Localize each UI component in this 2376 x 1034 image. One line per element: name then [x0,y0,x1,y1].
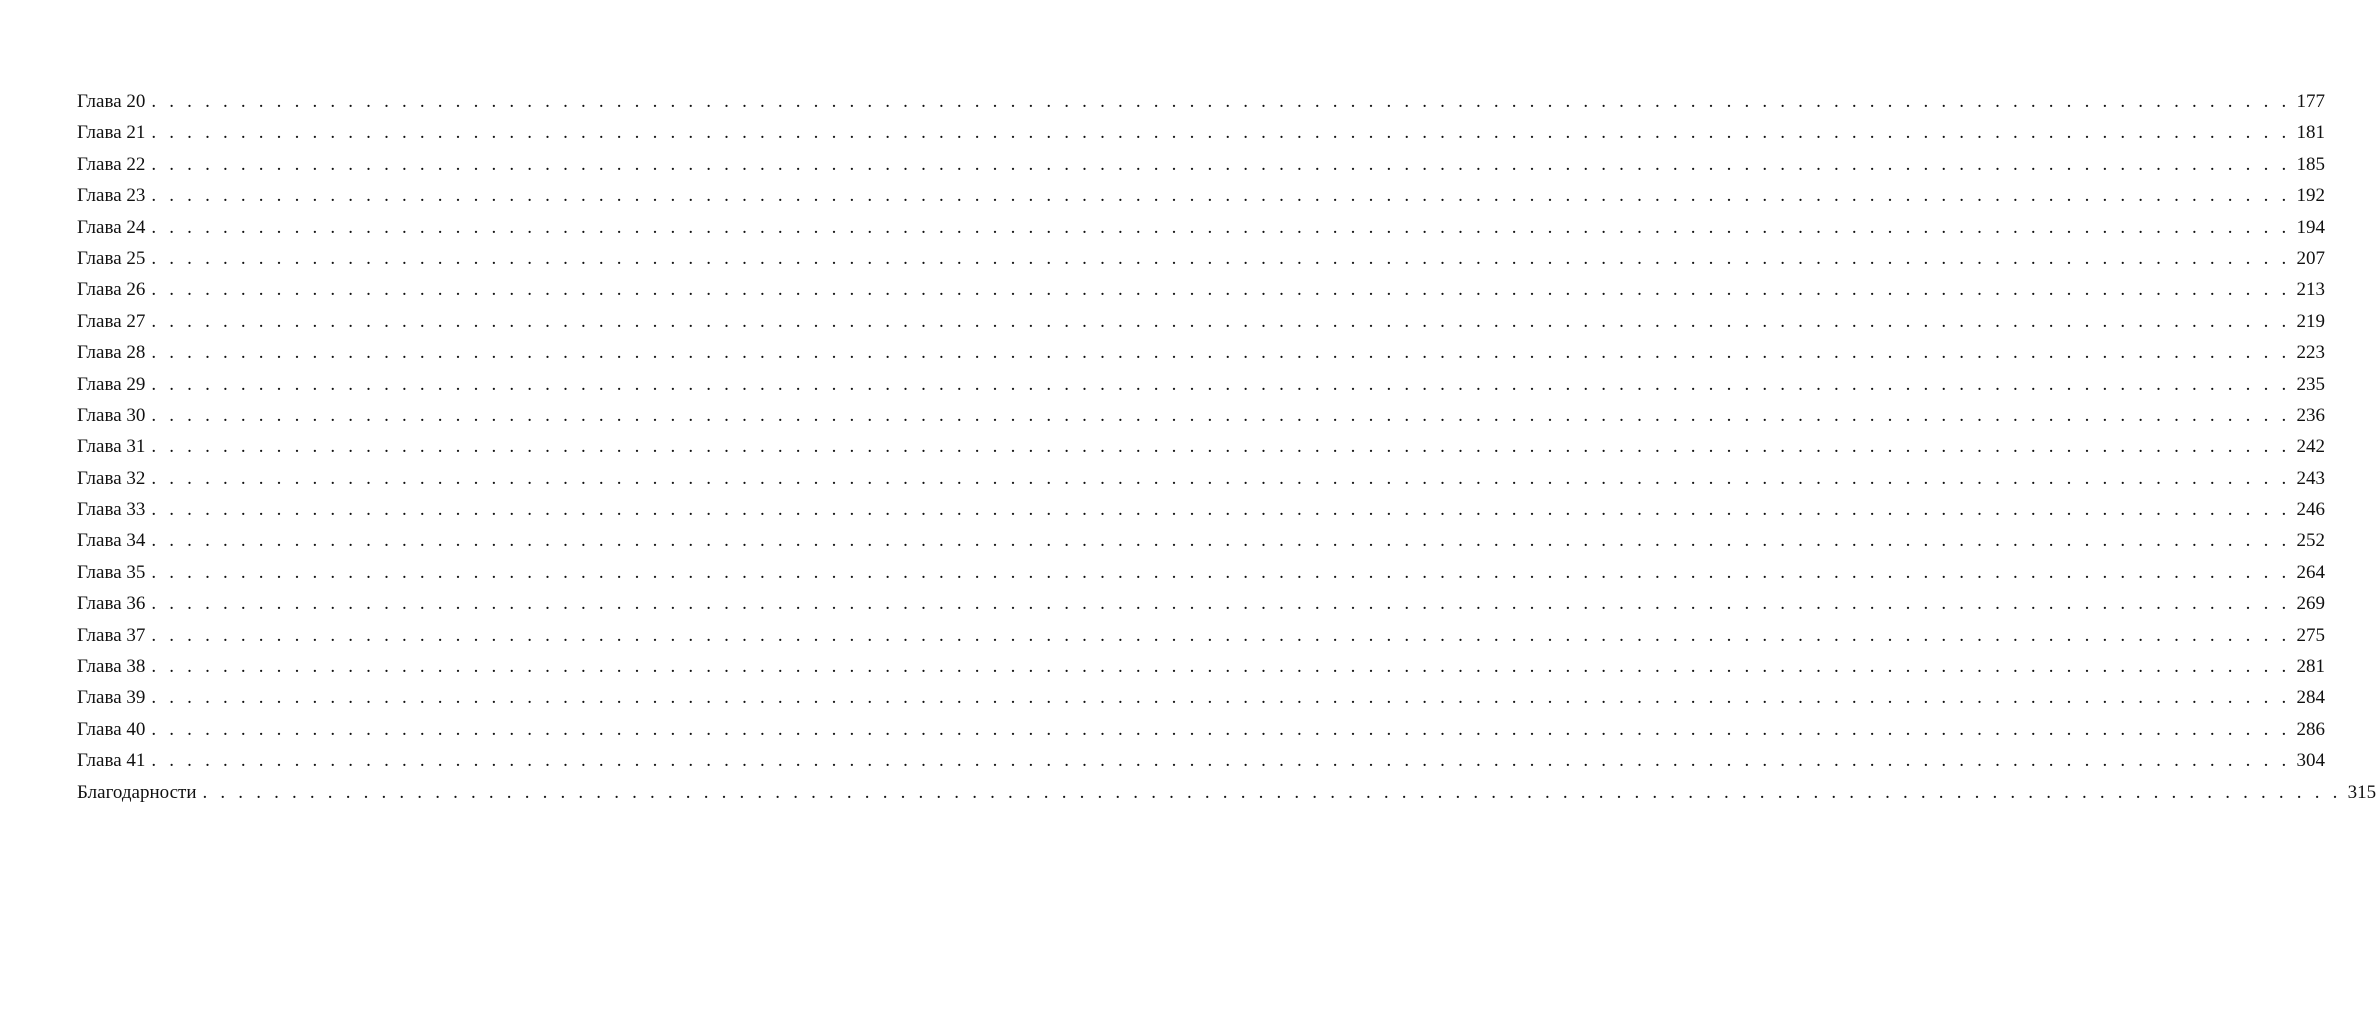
toc-entry [77,714,2325,745]
dot-leader: . . . . . . . . . . . . . . . . . . . . . . . . . . . . . . . . . . . . . . . . . . . . . . . . . . . . . . . . . . . . . . . . . . . . . . . . . . . . . . . . . . . . . . . . . . . . . . . . . . . . . . . . . . . . . . . . . . . . . . . . [151,122,2291,144]
toc-entry [77,180,2325,211]
dot-leader: . . . . . . . . . . . . . . . . . . . . . . . . . . . . . . . . . . . . . . . . . . . . . . . . . . . . . . . . . . . . . . . . . . . . . . . . . . . . . . . . . . . . . . . . . . . . . . . . . . . . . . . . . . . . . . . . . . . . . . . . [151,718,2291,740]
toc-entry-page-number: 246 [2296,499,2325,521]
dot-leader: . . . . . . . . . . . . . . . . . . . . . . . . . . . . . . . . . . . . . . . . . . . . . . . . . . . . . . . . . . . . . . . . . . . . . . . . . . . . . . . . . . . . . . . . . . . . . . . . . . . . . . . . . . . . . . . . . . . . . . . . [151,436,2291,458]
dot-leader: . . . . . . . . . . . . . . . . . . . . . . . . . . . . . . . . . . . . . . . . . . . . . . . . . . . . . . . . . . . . . . . . . . . . . . . . . . . . . . . . . . . . . . . . . . . . . . . . . . . . . . . . . . . . . . . . . . . . . . . . [151,310,2291,332]
toc-entry-page-number: 281 [2296,656,2325,678]
toc-entry-label: Глава 40 [77,718,146,740]
toc-entry-page-number: 252 [2296,530,2325,552]
toc-entry-page-number: 177 [2296,91,2325,112]
toc-entry-label: Глава 26 [77,279,146,301]
table-of-contents [77,86,2376,808]
toc-entry [77,588,2325,619]
dot-leader: . . . . . . . . . . . . . . . . . . . . . . . . . . . . . . . . . . . . . . . . . . . . . . . . . . . . . . . . . . . . . . . . . . . . . . . . . . . . . . . . . . . . . . . . . . . . . . . . . . . . . . . . . . . . . . . . . . . . . . . . [151,185,2291,207]
toc-entry-label: Глава 27 [77,310,146,332]
toc-entry-label: Глава 22 [77,153,146,175]
dot-leader: . . . . . . . . . . . . . . . . . . . . . . . . . . . . . . . . . . . . . . . . . . . . . . . . . . . . . . . . . . . . . . . . . . . . . . . . . . . . . . . . . . . . . . . . . . . . . . . . . . . . . . . . . . . . . . . . . . . . . . . . [151,91,2291,112]
toc-entry-page-number: 235 [2296,373,2325,395]
dot-leader: . . . . . . . . . . . . . . . . . . . . . . . . . . . . . . . . . . . . . . . . . . . . . . . . . . . . . . . . . . . . . . . . . . . . . . . . . . . . . . . . . . . . . . . . . . . . . . . . . . . . . . . . . . . . . . . . . . . . . . . . [202,781,2342,803]
toc-entry [77,431,2325,462]
dot-leader: . . . . . . . . . . . . . . . . . . . . . . . . . . . . . . . . . . . . . . . . . . . . . . . . . . . . . . . . . . . . . . . . . . . . . . . . . . . . . . . . . . . . . . . . . . . . . . . . . . . . . . . . . . . . . . . . . . . . . . . . [151,404,2291,426]
toc-entry-label: Глава 21 [77,122,146,144]
toc-entry [77,86,2325,117]
toc-entry-label: Глава 25 [77,247,146,269]
toc-entry-page-number: 219 [2296,310,2325,332]
toc-entry-page-number: 194 [2296,216,2325,238]
toc-entry [77,212,2325,243]
toc-entry-page-number: 286 [2296,718,2325,740]
toc-entry-label: Глава 29 [77,373,146,395]
toc-entry-page-number: 275 [2296,624,2325,646]
toc-entry-page-number: 304 [2296,750,2325,772]
toc-entry [77,682,2325,713]
toc-entry [77,306,2325,337]
dot-leader: . . . . . . . . . . . . . . . . . . . . . . . . . . . . . . . . . . . . . . . . . . . . . . . . . . . . . . . . . . . . . . . . . . . . . . . . . . . . . . . . . . . . . . . . . . . . . . . . . . . . . . . . . . . . . . . . . . . . . . . . [151,279,2291,301]
toc-entry-label: Глава 31 [77,436,146,458]
toc-entry-page-number: 264 [2296,561,2325,583]
dot-leader: . . . . . . . . . . . . . . . . . . . . . . . . . . . . . . . . . . . . . . . . . . . . . . . . . . . . . . . . . . . . . . . . . . . . . . . . . . . . . . . . . . . . . . . . . . . . . . . . . . . . . . . . . . . . . . . . . . . . . . . . [151,467,2291,489]
dot-leader: . . . . . . . . . . . . . . . . . . . . . . . . . . . . . . . . . . . . . . . . . . . . . . . . . . . . . . . . . . . . . . . . . . . . . . . . . . . . . . . . . . . . . . . . . . . . . . . . . . . . . . . . . . . . . . . . . . . . . . . . [151,561,2291,583]
toc-entry [77,463,2325,494]
toc-entry-page-number: 236 [2296,404,2325,426]
dot-leader: . . . . . . . . . . . . . . . . . . . . . . . . . . . . . . . . . . . . . . . . . . . . . . . . . . . . . . . . . . . . . . . . . . . . . . . . . . . . . . . . . . . . . . . . . . . . . . . . . . . . . . . . . . . . . . . . . . . . . . . . [151,656,2291,678]
toc-entry-label: Глава 33 [77,499,146,521]
toc-entry-label: Глава 37 [77,624,146,646]
toc-entry-page-number: 284 [2296,687,2325,709]
toc-entry-label: Глава 20 [77,91,146,112]
toc-entry [77,274,2325,305]
toc-entry [77,400,2325,431]
toc-entry-page-number: 181 [2296,122,2325,144]
toc-entry-page-number: 223 [2296,342,2325,364]
dot-leader: . . . . . . . . . . . . . . . . . . . . . . . . . . . . . . . . . . . . . . . . . . . . . . . . . . . . . . . . . . . . . . . . . . . . . . . . . . . . . . . . . . . . . . . . . . . . . . . . . . . . . . . . . . . . . . . . . . . . . . . . [151,624,2291,646]
dot-leader: . . . . . . . . . . . . . . . . . . . . . . . . . . . . . . . . . . . . . . . . . . . . . . . . . . . . . . . . . . . . . . . . . . . . . . . . . . . . . . . . . . . . . . . . . . . . . . . . . . . . . . . . . . . . . . . . . . . . . . . . [151,687,2291,709]
dot-leader: . . . . . . . . . . . . . . . . . . . . . . . . . . . . . . . . . . . . . . . . . . . . . . . . . . . . . . . . . . . . . . . . . . . . . . . . . . . . . . . . . . . . . . . . . . . . . . . . . . . . . . . . . . . . . . . . . . . . . . . . [151,342,2291,364]
toc-entry-page-number: 242 [2296,436,2325,458]
toc-entry [77,745,2325,776]
toc-entry [77,337,2325,368]
toc-entry-label: Глава 39 [77,687,146,709]
toc-entry-label: Благодарности [77,781,197,803]
dot-leader: . . . . . . . . . . . . . . . . . . . . . . . . . . . . . . . . . . . . . . . . . . . . . . . . . . . . . . . . . . . . . . . . . . . . . . . . . . . . . . . . . . . . . . . . . . . . . . . . . . . . . . . . . . . . . . . . . . . . . . . . [151,216,2291,238]
toc-entry [77,243,2325,274]
toc-entry-page-number: 269 [2296,593,2325,615]
dot-leader: . . . . . . . . . . . . . . . . . . . . . . . . . . . . . . . . . . . . . . . . . . . . . . . . . . . . . . . . . . . . . . . . . . . . . . . . . . . . . . . . . . . . . . . . . . . . . . . . . . . . . . . . . . . . . . . . . . . . . . . . [151,373,2291,395]
toc-entry-page-number: 213 [2296,279,2325,301]
toc-entry-label: Глава 36 [77,593,146,615]
toc-entry-label: Глава 41 [77,750,146,772]
toc-entry-label: Глава 28 [77,342,146,364]
toc-entry [77,557,2325,588]
toc-entry [77,620,2325,651]
toc-entry-label: Глава 38 [77,656,146,678]
toc-entry-label: Глава 32 [77,467,146,489]
toc-entry-label: Глава 35 [77,561,146,583]
toc-entry-label: Глава 23 [77,185,146,207]
dot-leader: . . . . . . . . . . . . . . . . . . . . . . . . . . . . . . . . . . . . . . . . . . . . . . . . . . . . . . . . . . . . . . . . . . . . . . . . . . . . . . . . . . . . . . . . . . . . . . . . . . . . . . . . . . . . . . . . . . . . . . . . [151,247,2291,269]
toc-entry [77,117,2325,148]
dot-leader: . . . . . . . . . . . . . . . . . . . . . . . . . . . . . . . . . . . . . . . . . . . . . . . . . . . . . . . . . . . . . . . . . . . . . . . . . . . . . . . . . . . . . . . . . . . . . . . . . . . . . . . . . . . . . . . . . . . . . . . . [151,750,2291,772]
toc-entry [77,369,2325,400]
toc-entry-label: Глава 24 [77,216,146,238]
toc-entry-page-number: 243 [2296,467,2325,489]
toc-entry [77,777,2376,808]
dot-leader: . . . . . . . . . . . . . . . . . . . . . . . . . . . . . . . . . . . . . . . . . . . . . . . . . . . . . . . . . . . . . . . . . . . . . . . . . . . . . . . . . . . . . . . . . . . . . . . . . . . . . . . . . . . . . . . . . . . . . . . . [151,153,2291,175]
toc-entry-page-number: 192 [2296,185,2325,207]
toc-entry [77,494,2325,525]
toc-entry-page-number: 207 [2296,247,2325,269]
toc-entry [77,525,2325,556]
toc-entry-page-number: 185 [2296,153,2325,175]
toc-entry-label: Глава 34 [77,530,146,552]
toc-entry-label: Глава 30 [77,404,146,426]
dot-leader: . . . . . . . . . . . . . . . . . . . . . . . . . . . . . . . . . . . . . . . . . . . . . . . . . . . . . . . . . . . . . . . . . . . . . . . . . . . . . . . . . . . . . . . . . . . . . . . . . . . . . . . . . . . . . . . . . . . . . . . . [151,593,2291,615]
toc-entry [77,149,2325,180]
dot-leader: . . . . . . . . . . . . . . . . . . . . . . . . . . . . . . . . . . . . . . . . . . . . . . . . . . . . . . . . . . . . . . . . . . . . . . . . . . . . . . . . . . . . . . . . . . . . . . . . . . . . . . . . . . . . . . . . . . . . . . . . [151,499,2291,521]
toc-entry-page-number: 315 [2347,781,2376,803]
dot-leader: . . . . . . . . . . . . . . . . . . . . . . . . . . . . . . . . . . . . . . . . . . . . . . . . . . . . . . . . . . . . . . . . . . . . . . . . . . . . . . . . . . . . . . . . . . . . . . . . . . . . . . . . . . . . . . . . . . . . . . . . [151,530,2291,552]
toc-entry [77,651,2325,682]
